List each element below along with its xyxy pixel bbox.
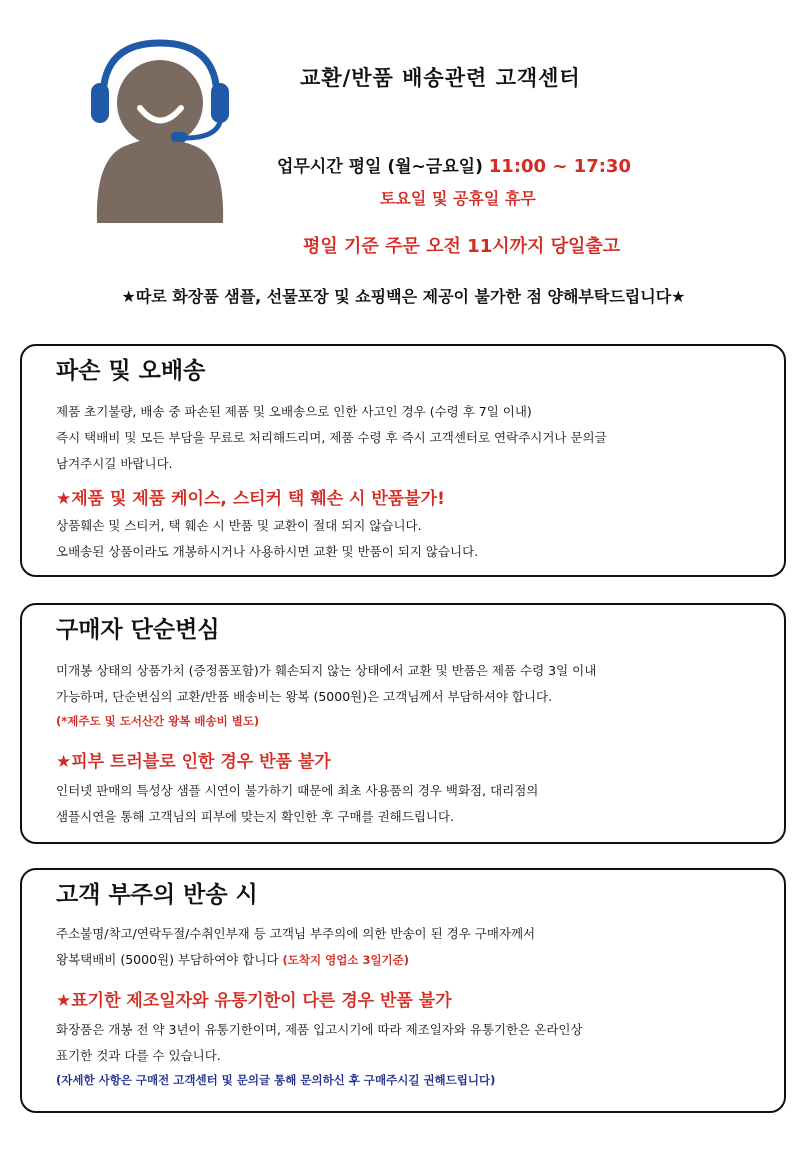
section-text-with-note: [56, 950, 409, 968]
section-title: 고객 부주의 반송 시: [56, 882, 258, 908]
section-customer-fault-return: [20, 868, 786, 1113]
same-day-shipping: 평일 기준 주문 오전 11시까지 당일출고: [303, 236, 621, 257]
section-text: 가능하며, 단순변심의 교환/반품 배송비는 왕복 (5000원)은 고객님께서 부담하셔야 합니다.: [56, 689, 553, 704]
business-hours: [277, 152, 631, 177]
section-title: 구매자 단순변심: [56, 617, 220, 643]
section-text: 인터넷 판매의 특성상 샘플 시연이 불가하기 때문에 최초 사용품의 경우 백화점, 대리점의: [56, 783, 539, 798]
section-text: 상품훼손 및 스티커, 택 훼손 시 반품 및 교환이 절대 되지 않습니다.: [56, 518, 422, 533]
section-text: 즉시 택배비 및 모든 부담을 무료로 처리해드리며, 제품 수령 후 즉시 고객센터로 연락주시거나 문의글: [56, 430, 607, 445]
section-text: 왕복택배비 (5000원) 부담하여야 합니다: [56, 952, 279, 967]
section-text: 표기한 것과 다를 수 있습니다.: [56, 1048, 221, 1063]
section-text: 샘플시연을 통해 고객님의 피부에 맞는지 확인한 후 구매를 권해드립니다.: [56, 809, 455, 824]
section-text: 남겨주시길 바랍니다.: [56, 456, 173, 471]
hours-label: 업무시간 평일 (월~금요일): [277, 157, 483, 177]
holiday-notice: 토요일 및 공휴일 휴무: [380, 189, 536, 208]
section-text: 오배송된 상품이라도 개봉하시거나 사용하시면 교환 및 반품이 되지 않습니다.: [56, 544, 479, 559]
section-text: 제품 초기불량, 배송 중 파손된 제품 및 오배송으로 인한 사고인 경우 (수령 후 7일 이내): [56, 404, 532, 419]
section-damage-misdelivery: [20, 344, 786, 577]
hours-time: 11:00 ~ 17:30: [488, 156, 631, 177]
section-text: 미개봉 상태의 상품가치 (증정품포함)가 훼손되지 않는 상태에서 교환 및 반품은 제품 수령 3일 이내: [56, 663, 597, 678]
section-inline-note: (도착지 영업소 3일기준): [282, 953, 410, 967]
section-text: 화장품은 개봉 전 약 3년이 유통기한이며, 제품 입고시기에 따라 제조일자와 유통기한은 온라인상: [56, 1022, 583, 1037]
section-final-note: (자세한 사항은 구매전 고객센터 및 문의글 통해 문의하신 후 구매주시길 권해드립니다): [56, 1073, 496, 1087]
sample-notice: ★따로 화장품 샘플, 선물포장 및 쇼핑백은 제공이 불가한 점 양해부탁드립니다★: [121, 287, 686, 306]
section-note: (*제주도 및 도서산간 왕복 배송비 별도): [56, 714, 260, 728]
section-text: 주소불명/착고/연락두절/수취인부재 등 고객님 부주의에 의한 반송이 된 경우 구매자께서: [56, 926, 536, 941]
customer-service-headset-icon: [85, 38, 235, 228]
section-title: 파손 및 오배송: [56, 358, 206, 384]
page-title: 교환/반품 배송관련 고객센터: [300, 66, 581, 90]
section-change-of-mind: [20, 603, 786, 844]
section-warning: ★제품 및 제품 케이스, 스티커 택 훼손 시 반품불가!: [56, 489, 445, 509]
section-warning: ★표기한 제조일자와 유통기한이 다른 경우 반품 불가: [56, 991, 452, 1011]
section-warning: ★피부 트러블로 인한 경우 반품 불가: [56, 752, 331, 772]
